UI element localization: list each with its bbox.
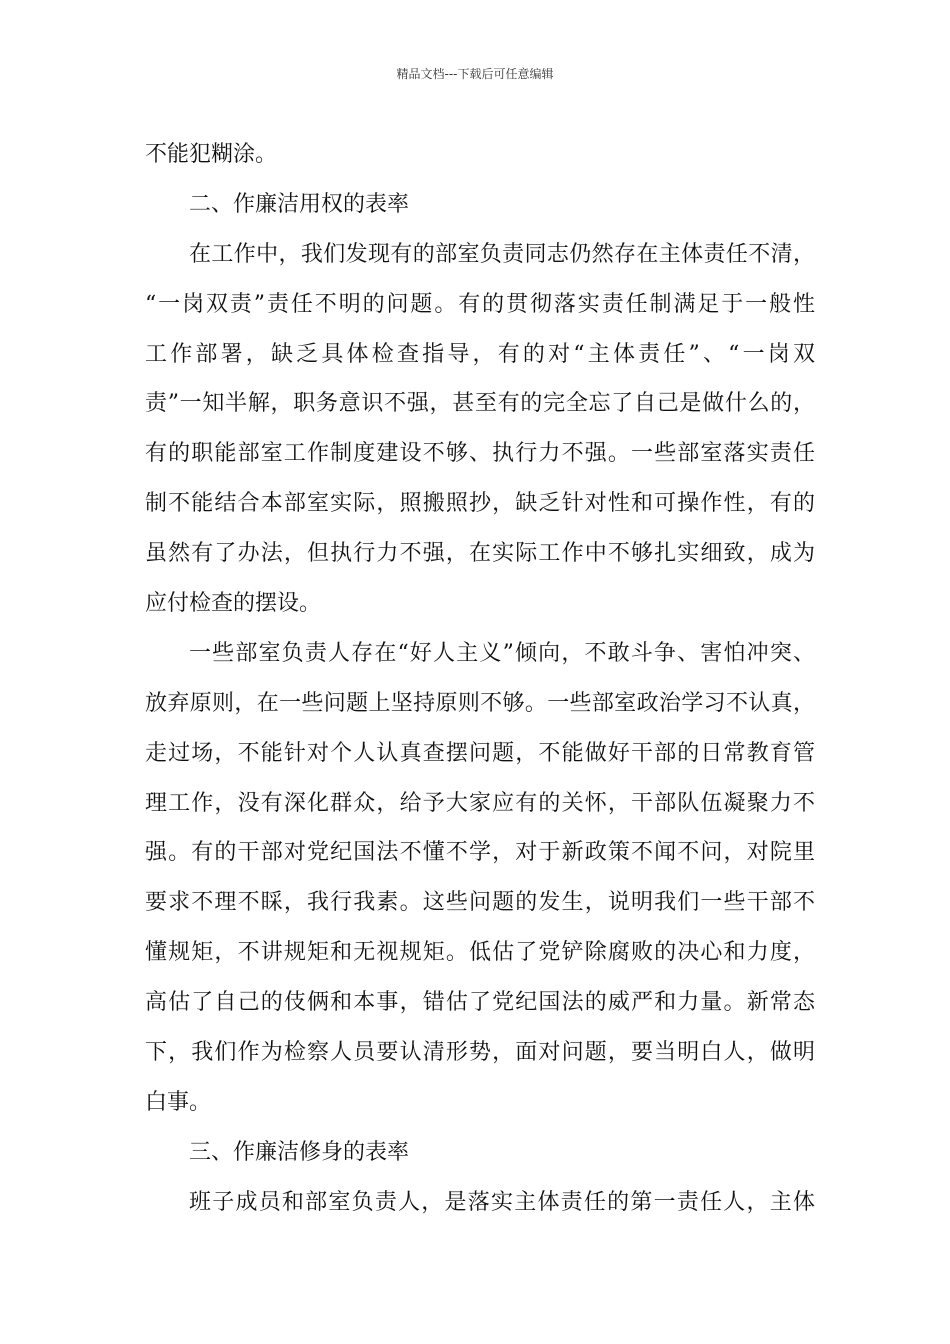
text-line: 不能犯糊涂。 (145, 142, 278, 167)
text-line: 走过场，不能针对个人认真查摆问题，不能做好干部的日常教育管 (145, 740, 815, 766)
section-heading: 三、作廉洁修身的表率 (189, 1139, 410, 1165)
text-line: 虽然有了办法，但执行力不强，在实际工作中不够扎实细致，成为 (145, 541, 815, 567)
text-line: 在工作中，我们发现有的部室负责同志仍然存在主体责任不清， (189, 241, 815, 267)
document-body (145, 130, 815, 1228)
text-line: 白事。 (145, 1089, 212, 1115)
text-line: 责”一知半解，职务意识不强，甚至有的完全忘了自己是做什么的， (145, 391, 815, 417)
text-line: 班子成员和部室负责人，是落实主体责任的第一责任人，主体 (189, 1189, 815, 1215)
page-header: 精品文档---下载后可任意编辑 (396, 67, 554, 81)
text-line: 放弃原则，在一些问题上坚持原则不够。一些部室政治学习不认真， (145, 690, 815, 716)
text-line: 下，我们作为检察人员要认清形势，面对问题，要当明白人，做明 (145, 1040, 815, 1066)
text-line: 有的职能部室工作制度建设不够、执行力不强。一些部室落实责任 (145, 441, 815, 467)
text-line: 强。有的干部对党纪国法不懂不学，对于新政策不闻不问，对院里 (145, 840, 815, 866)
text-line: 应付检查的摆设。 (145, 591, 322, 617)
text-line: 制不能结合本部室实际，照搬照抄，缺乏针对性和可操作性，有的 (145, 491, 815, 517)
text-line: 高估了自己的伎俩和本事，错估了党纪国法的威严和力量。新常态 (145, 990, 815, 1016)
text-line: “一岗双责”责任不明的问题。有的贯彻落实责任制满足于一般性 (145, 291, 815, 317)
text-line: 懂规矩，不讲规矩和无视规矩。低估了党铲除腐败的决心和力度， (145, 940, 815, 966)
text-line: 理工作，没有深化群众，给予大家应有的关怀，干部队伍凝聚力不 (145, 790, 815, 816)
text-line: 工作部署，缺乏具体检查指导，有的对“主体责任”、“一岗双 (145, 341, 815, 367)
section-heading: 二、作廉洁用权的表率 (189, 191, 410, 217)
text-line: 一些部室负责人存在“好人主义”倾向，不敢斗争、害怕冲突、 (189, 640, 815, 666)
text-line: 要求不理不睬，我行我素。这些问题的发生，说明我们一些干部不 (145, 890, 815, 916)
